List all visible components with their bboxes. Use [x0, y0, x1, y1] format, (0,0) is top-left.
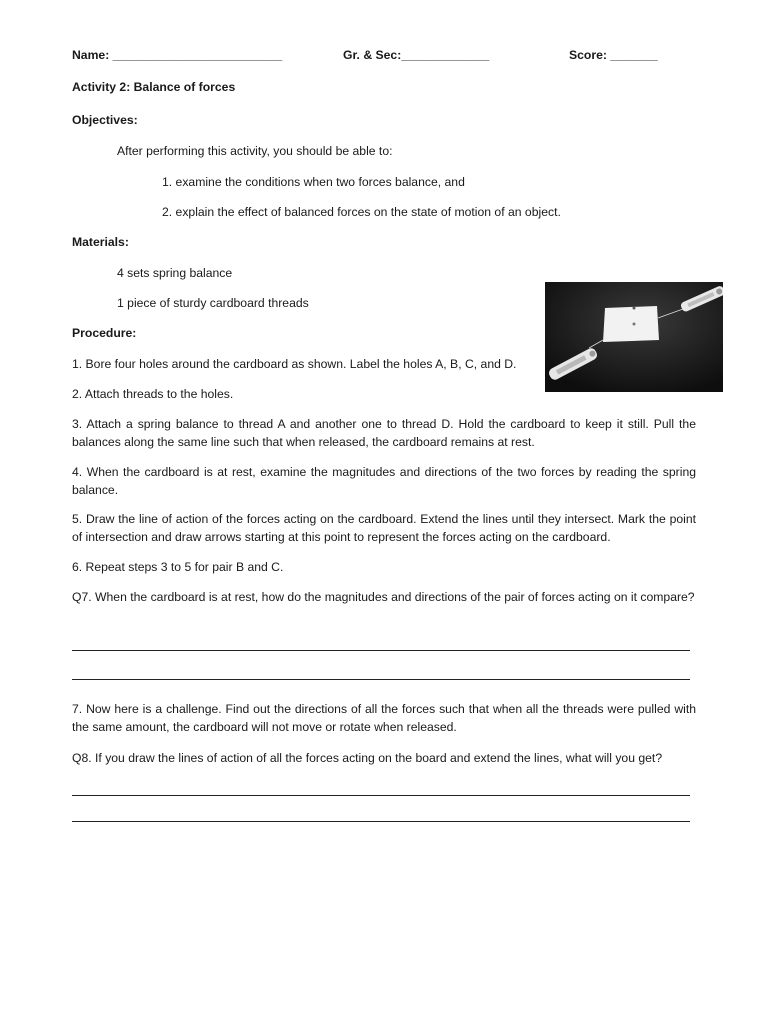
- procedure-step-4: 4. When the cardboard is at rest, examine the magnitudes and directions of the two forces by reading the spring balance.: [72, 465, 696, 497]
- activity-title: Activity 2: Balance of forces: [72, 80, 236, 94]
- procedure-step-3: 3. Attach a spring balance to thread A and another one to thread D. Hold the cardboard to keep it still. Pull the balances along the same line such that when released, the cardboard remains at rest.: [72, 417, 696, 449]
- answer-line-q7-2[interactable]: [72, 679, 690, 680]
- procedure-step-1: 1. Bore four holes around the cardboard as shown. Label the holes A, B, C, and D.: [72, 357, 517, 371]
- material-item-2: 1 piece of sturdy cardboard threads: [117, 296, 309, 310]
- procedure-step-6: 6. Repeat steps 3 to 5 for pair B and C.: [72, 560, 284, 574]
- objectives-heading: Objectives:: [72, 113, 138, 127]
- question-8: Q8. If you draw the lines of action of all the forces acting on the board and extend the lines, what will you get?: [72, 751, 663, 765]
- question-7: Q7. When the cardboard is at rest, how do the magnitudes and directions of the pair of forces acting on it compare?: [72, 590, 695, 604]
- answer-line-q7-1[interactable]: [72, 650, 690, 651]
- material-item-1: 4 sets spring balance: [117, 266, 233, 280]
- procedure-step-5: 5. Draw the line of action of the forces acting on the cardboard. Extend the lines until they intersect. Mark the point of intersection and draw arrows starting at this point to represent the forces acting on the cardboard.: [72, 512, 696, 544]
- grade-section-field: Gr. & Sec:_____________: [343, 48, 490, 62]
- procedure-heading: Procedure:: [72, 326, 137, 340]
- procedure-step-2: 2. Attach threads to the holes.: [72, 387, 234, 401]
- objective-item-1: 1. examine the conditions when two forces balance, and: [162, 175, 465, 189]
- objective-item-2: 2. explain the effect of balanced forces on the state of motion of an object.: [162, 205, 561, 219]
- spring-balance-cardboard-photo: [545, 282, 723, 392]
- score-field: Score: _______: [569, 48, 658, 62]
- materials-heading: Materials:: [72, 235, 129, 249]
- answer-line-q8-2[interactable]: [72, 821, 690, 822]
- objectives-intro: After performing this activity, you should be able to:: [117, 144, 393, 158]
- procedure-step-7: 7. Now here is a challenge. Find out the directions of all the forces such that when all the threads were pulled with the same amount, the cardboard will not move or rotate when released.: [72, 702, 696, 734]
- answer-line-q8-1[interactable]: [72, 795, 690, 796]
- name-field: Name: _________________________: [72, 48, 283, 62]
